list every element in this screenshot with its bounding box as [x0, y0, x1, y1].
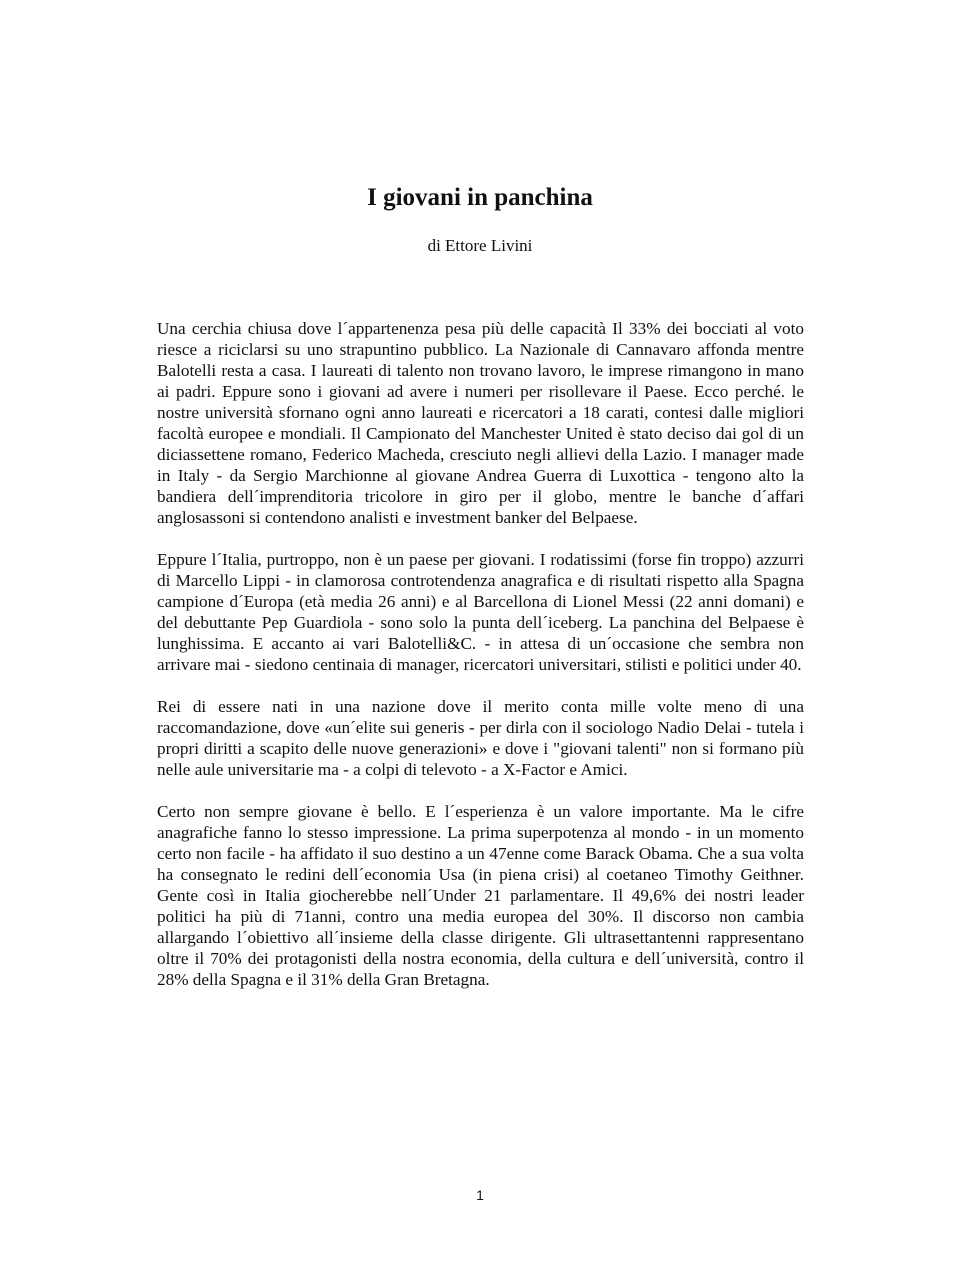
- paragraph-3: Rei di essere nati in una nazione dove il merito conta mille volte meno di una raccomandazione, dove «un´elite sui generis - per dirla con il sociologo Nadio Delai - tutela i propri diritti a scapito delle nuove generazioni» e dove i "giovani talenti" non si formano più nelle aule universitarie ma - a colpi di televoto - a X-Factor e Amici.: [157, 697, 804, 779]
- paragraph-2: Eppure l´Italia, purtroppo, non è un paese per giovani. I rodatissimi (forse fin troppo) azzurri di Marcello Lippi - in clamorosa controtendenza anagrafica e di risultati rispetto alla Spagna campione d´Europa (età media 26 anni) e al Barcellona di Lionel Messi (22 anni domani) e del debuttante Pep Guardiola - sono solo la punta dell´iceberg. La panchina del Belpaese è lunghissima. E accanto ai vari Balotelli&C. - in attesa di un´occasione che sembra non arrivare mai - siedono centinaia di manager, ricercatori universitari, stilisti e politici under 40.: [157, 550, 804, 674]
- paragraph-1: Una cerchia chiusa dove l´appartenenza pesa più delle capacità Il 33% dei bocciati al voto riesce a riciclarsi su uno strapuntino pubblico. La Nazionale di Cannavaro affonda mentre Balotelli resta a casa. I laureati di talento non trovano lavoro, le imprese rimangono in mano ai padri. Eppure sono i giovani ad avere i numeri per risollevare il Paese. Ecco perché. le nostre università sfornano ogni anno laureati e ricercatori a 18 carati, contesi dalle migliori facoltà europee e mondiali. Il Campionato del Manchester United è stato deciso dai gol di un diciassettene romano, Federico Macheda, cresciuto negli allievi della Lazio. I manager made in Italy - da Sergio Marchionne al giovane Andrea Guerra di Luxottica - tengono alto la bandiera dell´imprenditoria tricolore in giro per il globo, mentre le banche d´affari anglosassoni si contendono analisti e investment banker del Belpaese.: [157, 319, 804, 527]
- article-title: I giovani in panchina: [367, 184, 593, 211]
- paragraph-4: Certo non sempre giovane è bello. E l´esperienza è un valore importante. Ma le cifre anagrafiche fanno lo stesso impressione. La prima superpotenza al mondo - in un momento certo non facile - ha affidato il suo destino a un 47enne come Barack Obama. Che a sua volta ha consegnato le redini dell´economia Usa (in piena crisi) al coetaneo Timothy Geithner. Gente così in Italia giocherebbe nell´Under 21 parlamentare. Il 49,6% dei nostri leader politici ha più di 71anni, contro una media europea del 30%. Il discorso non cambia allargando l´obiettivo all´insieme della classe dirigente. Gli ultrasettantenni rappresentano oltre il 70% dei protagonisti della nostra economia, della cultura e dell´università, contro il 28% della Spagna e il 31% della Gran Bretagna.: [157, 802, 804, 989]
- article-body: [157, 318, 804, 1011]
- article-byline: di Ettore Livini: [427, 236, 533, 255]
- page-number: 1: [476, 1187, 484, 1203]
